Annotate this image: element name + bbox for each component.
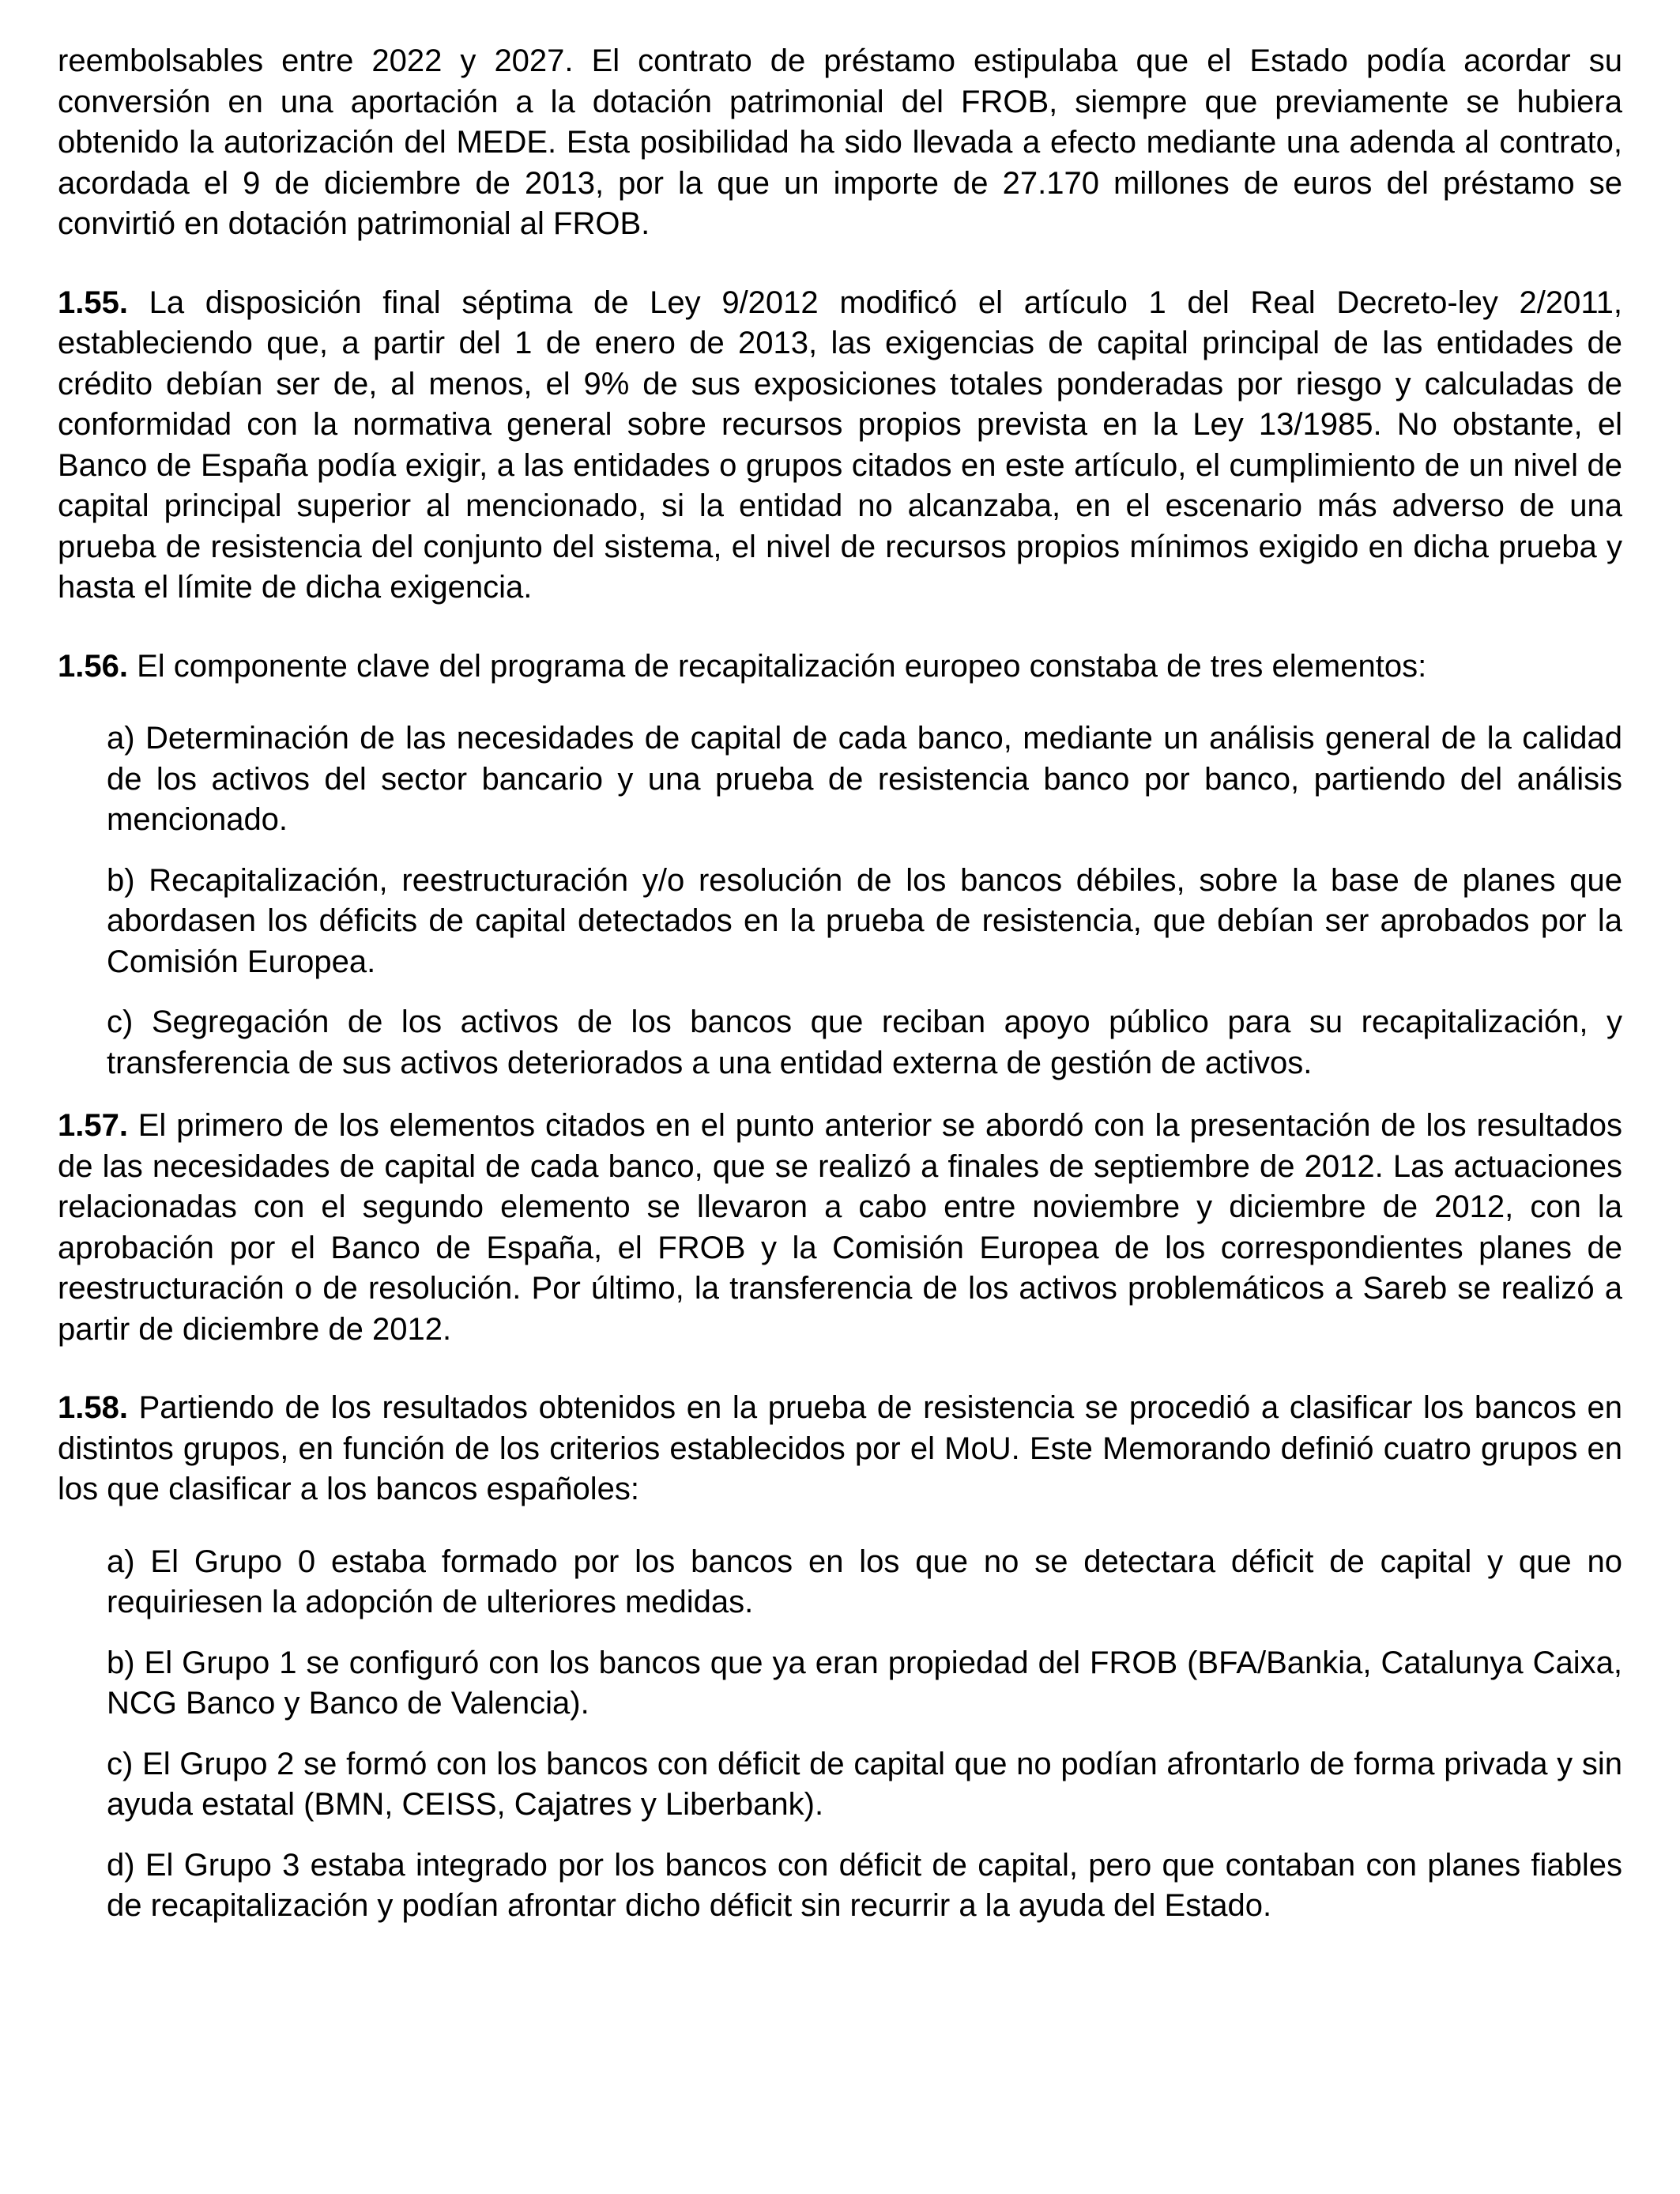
list-item: a) Determinación de las necesidades de capital de cada banco, mediante un análisis general de la calidad de los activos del sector bancario y una prueba de resistencia banco por banco, partiendo del análisis mencionado. <box>107 721 1622 837</box>
paragraph-number: 1.57. <box>58 1108 128 1143</box>
paragraph-text: El componente clave del programa de recapitalización europeo constaba de tres elementos: <box>137 648 1427 684</box>
list-item: b) Recapitalización, reestructuración y/o resolución de los bancos débiles, sobre la base de planes que abordasen los déficits de capital detectados en la prueba de resistencia, que debían ser aprobados por la Comisión Europea. <box>107 862 1622 979</box>
paragraph-number: 1.56. <box>58 648 128 684</box>
paragraph-text: Partiendo de los resultados obtenidos en la prueba de resistencia se procedió a clasificar los bancos en distintos grupos, en función de los criterios establecidos por el MoU. Este Memorando definió cuatro grupos en los que clasificar a los bancos españoles: <box>58 1390 1622 1506</box>
list-item: a) El Grupo 0 estaba formado por los bancos en los que no se detectara déficit de capital y que no requiriesen la adopción de ulteriores medidas. <box>107 1544 1622 1619</box>
list-item: c) Segregación de los activos de los bancos que reciban apoyo público para su recapitalización, y transferencia de sus activos deteriorados a una entidad externa de gestión de activos. <box>107 1005 1622 1080</box>
paragraph-1-58 <box>58 1388 1622 1510</box>
list-1-58 <box>58 1542 1622 1927</box>
paragraph-text: El primero de los elementos citados en el punto anterior se abordó con la presentación de los resultados de las necesidades de capital de cada banco, que se realizó a finales de septiembre de 2012. Las actuaciones relacionadas con el segundo elemento se llevaron a cabo entre noviembre y diciembre de 2012, con la aprobación por el Banco de España, el FROB y la Comisión Europea de los correspondientes planes de reestructuración o de resolución. Por último, la transferencia de los activos problemáticos a Sareb se realizó a partir de diciembre de 2012. <box>58 1108 1622 1347</box>
paragraph-number: 1.55. <box>58 285 128 320</box>
paragraph-1-57 <box>58 1106 1622 1350</box>
paragraph-number: 1.58. <box>58 1390 128 1425</box>
intro-paragraph: reembolsables entre 2022 y 2027. El contrato de préstamo estipulaba que el Estado podía acordar su conversión en una aportación a la dotación patrimonial del FROB, siempre que previamente se hubiera obtenido la autorización del MEDE. Esta posibilidad ha sido llevada a efecto mediante una adenda al contrato, acordada el 9 de diciembre de 2013, por la que un importe de 27.170 millones de euros del préstamo se convirtió en dotación patrimonial al FROB. <box>58 43 1622 241</box>
list-1-56 <box>58 718 1622 1084</box>
document-page <box>58 41 1622 1927</box>
paragraph-1-56 <box>58 647 1622 688</box>
paragraph-1-55 <box>58 283 1622 609</box>
list-item: c) El Grupo 2 se formó con los bancos con déficit de capital que no podían afrontarlo de forma privada y sin ayuda estatal (BMN, CEISS, Cajatres y Liberbank). <box>107 1746 1622 1822</box>
list-item: b) El Grupo 1 se configuró con los bancos que ya eran propiedad del FROB (BFA/Bankia, Catalunya Caixa, NCG Banco y Banco de Valencia). <box>107 1645 1622 1721</box>
list-item: d) El Grupo 3 estaba integrado por los bancos con déficit de capital, pero que contaban con planes fiables de recapitalización y podían afrontar dicho déficit sin recurrir a la ayuda del Estado. <box>107 1847 1622 1923</box>
paragraph-text: La disposición final séptima de Ley 9/2012 modificó el artículo 1 del Real Decreto-ley 2/2011, estableciendo que, a partir del 1 de enero de 2013, las exigencias de capital principal de las entidades de crédito debían ser de, al menos, el 9% de sus exposiciones totales ponderadas por riesgo y calculadas de conformidad con la normativa general sobre recursos propios prevista en la Ley 13/1985. No obstante, el Banco de España podía exigir, a las entidades o grupos citados en este artículo, el cumplimiento de un nivel de capital principal superior al mencionado, si la entidad no alcanzaba, en el escenario más adverso de una prueba de resistencia del conjunto del sistema, el nivel de recursos propios mínimos exigido en dicha prueba y hasta el límite de dicha exigencia. <box>58 285 1622 605</box>
